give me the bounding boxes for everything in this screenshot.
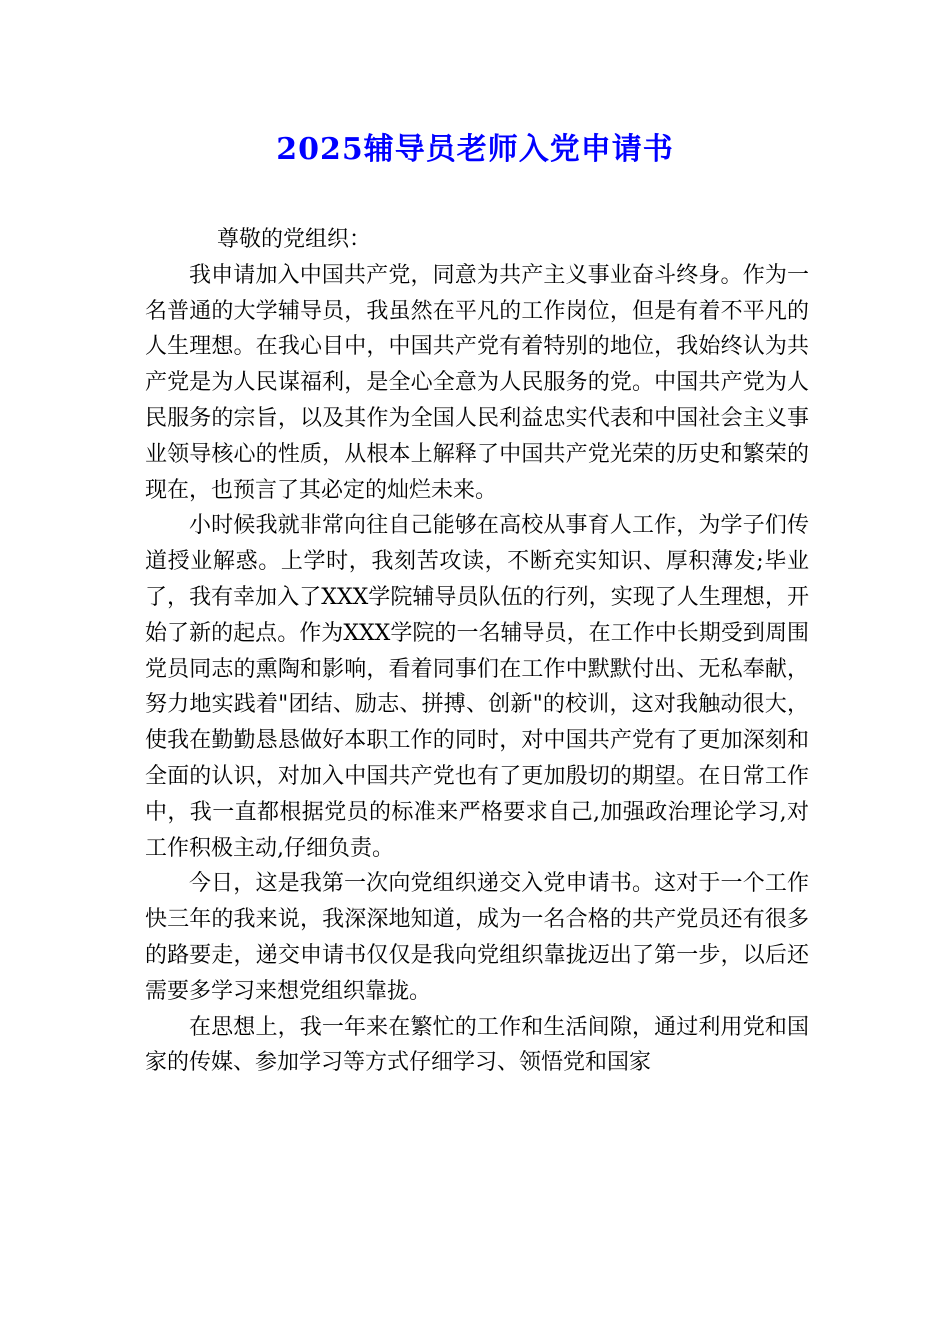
paragraph-4: 在思想上，我一年来在繁忙的工作和生活间隙，通过利用党和国家的传媒、参加学习等方式仔细学习、领悟党和国家 (145, 1014, 809, 1076)
salutation: 尊敬的党组织： (216, 227, 371, 252)
paragraph-3: 今日，这是我第一次向党组织递交入党申请书。这对于一个工作快三年的我来说，我深深地知道，成为一名合格的共产党员还有很多的路要走，递交申请书仅仅是我向党组织靠拢迈出了第一步，以后还需要多学习来想党组织靠拢。 (145, 871, 809, 1004)
document-body (145, 222, 809, 1081)
paragraph-2: 小时候我就非常向往自己能够在高校从事育人工作，为学子们传道授业解惑。上学时，我刻苦攻读，不断充实知识、厚积薄发;毕业了，我有幸加入了XXX学院辅导员队伍的行列，实现了人生理想，开始了新的起点。作为XXX学院的一名辅导员，在工作中长期受到周围党员同志的熏陶和影响，看着同事们在工作中默默付出、无私奉献，努力地实践着"团结、励志、拼搏、创新"的校训，这对我触动很大，使我在勤勤恳恳做好本职工作的同时，对中国共产党有了更加深刻和全面的认识，对加入中国共产党也有了更加殷切的期望。在日常工作中，我一直都根据党员的标准来严格要求自己,加强政治理论学习,对工作积极主动,仔细负责。 (145, 513, 809, 861)
paragraph-1: 我申请加入中国共产党，同意为共产主义事业奋斗终身。作为一名普通的大学辅导员，我虽然在平凡的工作岗位，但是有着不平凡的人生理想。在我心目中，中国共产党有着特别的地位，我始终认为共产党是为人民谋福利，是全心全意为人民服务的党。中国共产党为人民服务的宗旨，以及其作为全国人民利益忠实代表和中国社会主义事业领导核心的性质，从根本上解释了中国共产党光荣的历史和繁荣的现在，也预言了其必定的灿烂未来。 (145, 262, 809, 503)
document-title: 2025辅导员老师入党申请书 (276, 132, 674, 167)
